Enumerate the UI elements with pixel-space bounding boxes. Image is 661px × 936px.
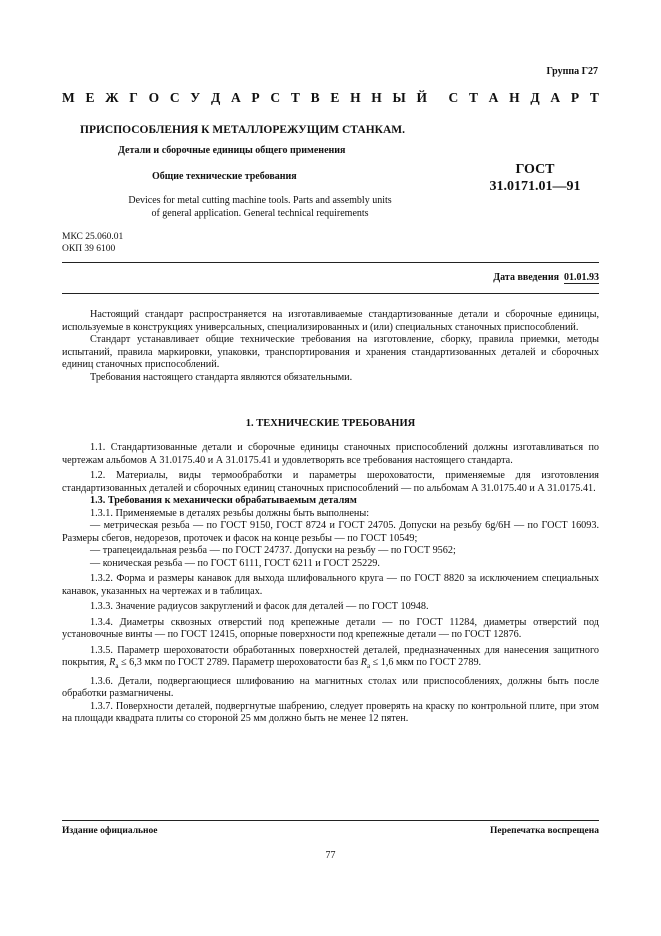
standard-banner bbox=[62, 90, 599, 106]
ra-subscript: a bbox=[115, 662, 119, 671]
gost-label: ГОСТ bbox=[515, 162, 555, 177]
banner-letter: Й bbox=[416, 90, 428, 105]
banner-letter: Н bbox=[509, 90, 520, 105]
ra-symbol: R bbox=[360, 657, 367, 668]
document-subtitle: Детали и сборочные единицы общего применения bbox=[118, 145, 346, 156]
mks-code: МКС 25.060.01 bbox=[62, 232, 124, 242]
banner-letter: Т bbox=[290, 90, 300, 105]
divider bbox=[62, 293, 599, 294]
ra-subscript: a bbox=[366, 662, 371, 671]
document-title: ПРИСПОСОБЛЕНИЯ К МЕТАЛЛОРЕЖУЩИМ СТАНКАМ. bbox=[80, 124, 406, 136]
divider bbox=[62, 262, 599, 263]
clause-1-3-5-text: ≤ 6,3 мкм по ГОСТ 2789. Параметр шероховатости баз bbox=[118, 657, 361, 668]
banner-letter: А bbox=[488, 90, 499, 105]
reprint-note: Перепечатка воспрещена bbox=[489, 826, 599, 836]
okp-code: ОКП 39 6100 bbox=[62, 244, 116, 254]
ra-symbol: R bbox=[109, 657, 116, 668]
banner-letter: Е bbox=[85, 90, 95, 105]
banner-letter: А bbox=[230, 90, 241, 105]
banner-letter: С bbox=[270, 90, 281, 105]
banner-letter: Е bbox=[330, 90, 340, 105]
banner-letter: Н bbox=[371, 90, 382, 105]
clause-1-3-6: 1.3.6. Детали, подвергающиеся шлифованию на магнитных столах или приспособлениях, должны быть после обработки размагничены. bbox=[62, 675, 599, 700]
group-code: Группа Г27 bbox=[546, 66, 598, 77]
banner-letter: Д bbox=[210, 90, 221, 105]
intro-paragraph: Настоящий стандарт распространяется на изготавливаемые стандартизованные детали и сборочные единицы, используемые в конструкциях универсальных, специализированных и (или) специальных станочных приспособлений. bbox=[62, 309, 599, 333]
clause-1-3-5-text: 1.3.5. Параметр шероховатости обработанных поверхностей деталей, предназначенных для нанесения защитного покрытия, bbox=[62, 644, 599, 668]
edition-note: Издание официальное bbox=[62, 826, 158, 836]
banner-letter: Д bbox=[530, 90, 540, 105]
banner-letter: Ж bbox=[105, 90, 119, 105]
clause-1-3-4: 1.3.4. Диаметры сквозных отверстий под крепежные детали — по ГОСТ 11284, диаметры отверстий под установочные винты — по ГОСТ 12415, опорные поверхности под крепежные детали — по ГОСТ 12876. bbox=[62, 616, 599, 640]
banner-letter: А bbox=[550, 90, 561, 105]
section-heading: 1. ТЕХНИЧЕСКИЕ ТРЕБОВАНИЯ bbox=[245, 418, 416, 429]
introduction bbox=[62, 309, 599, 384]
english-title-line-1: Devices for metal cutting machine tools. Parts and assembly units bbox=[128, 195, 392, 206]
thread-conical: — коническая резьба — по ГОСТ 6111, ГОСТ 6211 и ГОСТ 25229. bbox=[90, 557, 380, 569]
clause-1-3-3: 1.3.3. Значение радиусов закруглений и фасок для деталей — по ГОСТ 10948. bbox=[90, 601, 429, 612]
clause-1-2: 1.2. Материалы, виды термообработки и параметры шероховатости, применяемые для изготовления стандартизованных деталей и сборочных единиц станочных приспособлений — по альбомам А 31.0175.40 и А 31.0175.41. bbox=[62, 470, 599, 494]
banner-letter: Г bbox=[129, 90, 138, 105]
clause-1-1: 1.1. Стандартизованные детали и сборочные единицы станочных приспособлений должны изготавливаться по чертежам альбомов А 31.0175.40 и А 31.0175.41 и удовлетворять все требования настоящего стандарта. bbox=[62, 442, 599, 466]
banner-letter: В bbox=[310, 90, 320, 105]
banner-letter: Т bbox=[589, 90, 599, 105]
thread-trapezoidal: — трапецеидальная резьба — по ГОСТ 24737. Допуски на резьбу — по ГОСТ 9562; bbox=[90, 545, 456, 556]
intro-paragraph: Стандарт устанавливает общие технические требования на изготовление, сборку, правила приемки, методы испытаний, правила маркировки, упаковки, транспортирования и хранения стандартизованных деталей и сборочных единиц станочных приспособлений. bbox=[62, 334, 599, 370]
clause-1-3-7: 1.3.7. Поверхности деталей, подвергнутые шабрению, следует проверять на краску по контрольной плите, при этом на площади квадрата плиты со стороной 25 мм должно быть не менее 12 пятен. bbox=[62, 700, 599, 725]
clause-1-3-5 bbox=[62, 645, 599, 673]
banner-letter: У bbox=[190, 90, 201, 105]
page-number: 77 bbox=[325, 850, 336, 861]
banner-letter: М bbox=[62, 90, 75, 105]
banner-letter: Р bbox=[251, 90, 260, 105]
thread-metric: — метрическая резьба — по ГОСТ 9150, ГОСТ 8724 и ГОСТ 24705. Допуски на резьбу 6g/6H — по ГОСТ 16093. Размеры сбегов, недорезов, проточек и фасок на конце резьбы — по ГОСТ 10549; bbox=[62, 520, 599, 544]
banner-letter: О bbox=[148, 90, 160, 105]
banner-letter: Т bbox=[468, 90, 478, 105]
gost-code: 31.0171.01—91 bbox=[489, 179, 581, 194]
requirements-section bbox=[62, 442, 599, 726]
banner-letter: Р bbox=[570, 90, 580, 105]
date-value: 01.01.93 bbox=[564, 272, 599, 283]
clause-1-3-2: 1.3.2. Форма и размеры канавок для выхода шлифовального круга — по ГОСТ 8820 за исключением специальных канавок, указанных на чертежах и в таблицах. bbox=[62, 573, 599, 597]
banner-letter: Н bbox=[350, 90, 361, 105]
document-subtitle-2: Общие технические требования bbox=[152, 171, 297, 182]
intro-paragraph: Требования настоящего стандарта являются обязательными. bbox=[90, 371, 353, 383]
clause-1-3-heading: 1.3. Требования к механически обрабатываемым деталям bbox=[90, 495, 357, 506]
clause-1-3-5-text: ≤ 1,6 мкм по ГОСТ 2789. bbox=[370, 657, 482, 668]
date-label: Дата введения bbox=[493, 272, 559, 283]
introduction-date bbox=[493, 272, 599, 283]
gost-number bbox=[470, 161, 600, 195]
banner-letter: Ы bbox=[392, 90, 406, 105]
english-title bbox=[60, 194, 460, 220]
classification-codes bbox=[62, 231, 123, 255]
clause-1-3-1: 1.3.1. Применяемые в деталях резьбы должны быть выполнены: bbox=[90, 507, 370, 519]
banner-letter: С bbox=[169, 90, 180, 105]
english-title-line-2: of general application. General technical requirements bbox=[151, 208, 369, 219]
banner-letter: С bbox=[448, 90, 459, 105]
divider bbox=[62, 820, 599, 821]
